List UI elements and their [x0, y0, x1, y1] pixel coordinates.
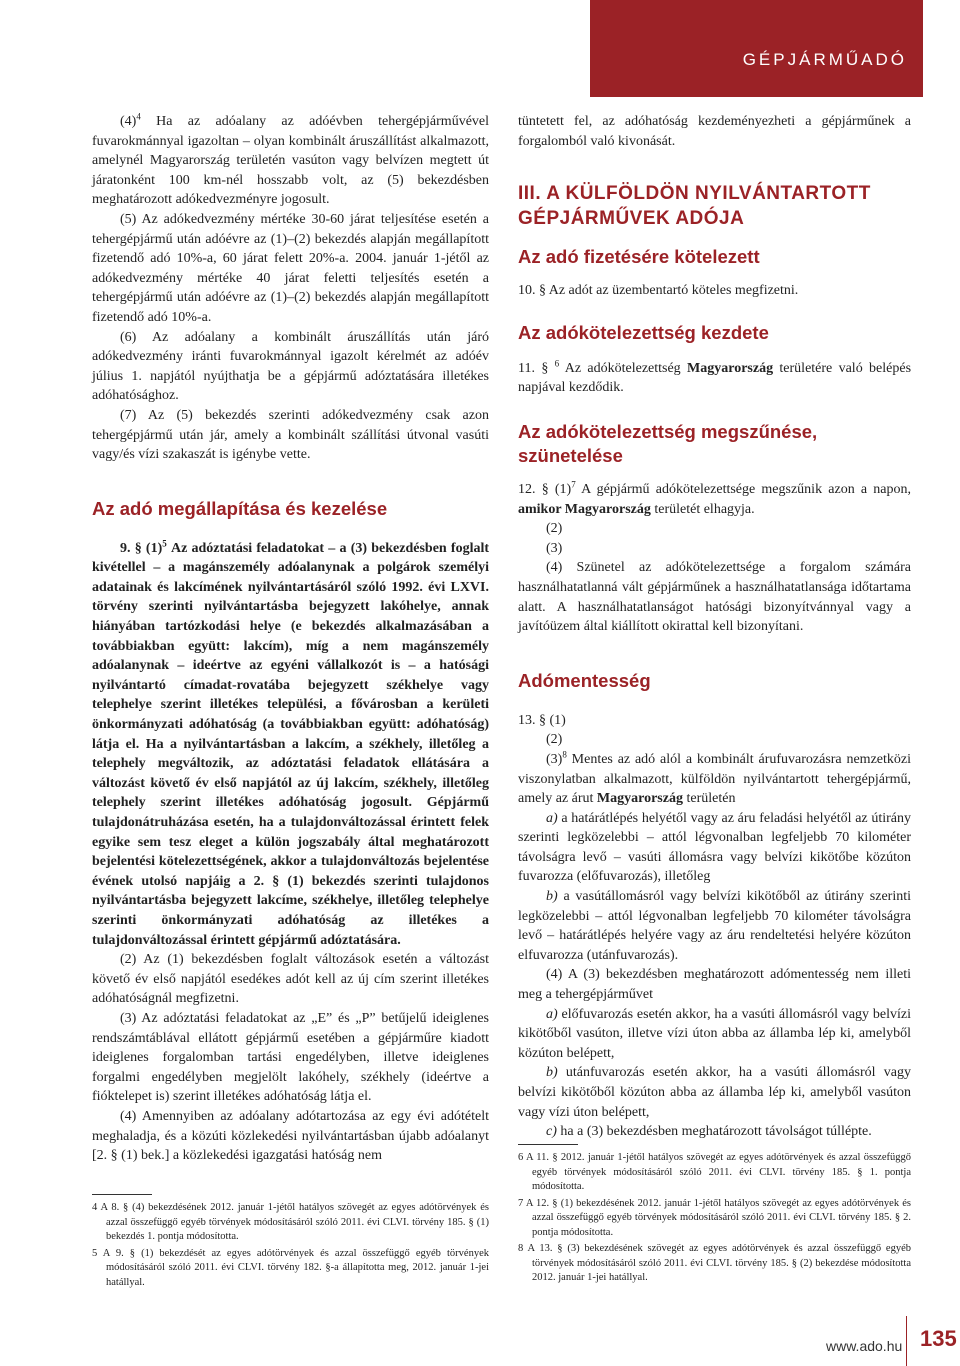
footnote-5: 5 A 9. § (1) bekezdését az egyes adótörvények és azzal összefüggő egyéb törvények módosításáról szóló 2011. évi CLVI. törvény 182. §-a állapította meg, 2012. január 1-jei hatállyal.	[92, 1247, 489, 1288]
section-9-paragraph-3: (3) Az adóztatási feladatokat az „E” és „P” betűjelű ideiglenes rendszámtáblával ellátott gépjármű esetében a gépjárműre kiadott ideiglenes forgalomban tartási engedélyben, illetve ideiglenes forgalmi engedélyben megjelölt lakóhely, székhely (ideértve a fióktelepet is) szerint illetékes adóhatóság látja el.	[92, 1010, 489, 1105]
footnote-7: 7 A 12. § (1) bekezdésének 2012. január 1-jétől hatályos szövegét az egyes adótörvények és azzal összefüggő egyéb törvények módosításáról szóló 2011. évi CLVI. törvény 185. § 2. pontja módosította.	[518, 1197, 911, 1238]
header-bar	[590, 0, 923, 97]
footnote-6: 6 A 11. § 2012. január 1-jétől hatályos szövegét az egyes adótörvények és azzal összefüggő egyéb törvények módosításáról szóló 2011. évi CLVI. törvény 185. § 1. pontja módosította.	[518, 1152, 911, 1192]
left-column	[92, 112, 489, 1166]
section-11: 11. § $^6$ Az adókötelezettség Magyarország területére való belépés napjával kezdődik.	[518, 358, 912, 396]
section-12-paragraph-1: 12. § $(1)^7$ A gépjármű adókötelezettsége megszűnik azon a napon, amikor Magyarország területét elhagyja.	[518, 479, 912, 517]
section-13-4-point-b: b) utánfuvarozás esetén akkor, ha a vasúti állomásról vagy belvízi kikötőből közúton abba az állambа lép ki, amelyből vasúton vagy vízi úton belépett,	[518, 1065, 911, 1120]
section-13-paragraph-1: 13. § (1)	[518, 712, 566, 728]
left-footnotes	[92, 1194, 489, 1292]
footnote-8: 8 A 13. § (3) bekezdésének szövegét az egyes adótörvények és azzal összefüggő egyéb törvények módosításáról szóló 2011. évi CLVI. törvény 185. § (2) bekezdése módosította 2012. január 1-jei hatállyal.	[518, 1243, 911, 1283]
paragraph-7: (7) Az (5) bekezdés szerinti adókedvezmény csak azon tehergépjármű után jár, amely a kombinált szállítási útvonal vasúti vagy/és vízi szakaszát is igénybe vette.	[92, 407, 489, 463]
right-column	[518, 112, 911, 1142]
page-number: 135	[920, 1326, 957, 1351]
section-13-paragraph-4: (4) A (3) bekezdésben meghatározott adómentesség nem illeti meg a tehergépjárművet	[518, 967, 911, 1003]
heading-fizetesre-kotelezett: Az adó fizetésére kötelezett	[518, 246, 760, 268]
heading-adomentesseg: Adómentesség	[518, 669, 651, 691]
section-9-paragraph-1: 9. § $(1)^5$ Az adóztatási feladatokat – a (3) bekezdésben foglalt kivétellel – a magánszemély adóalanynak a polgárok személyi adatainak és lakcímének nyilvántartásáról szóló 1992. évi LXVI. törvény szerinti nyilvántartásba bejegyzett lakóhelye, annak hiányában tartózkodási helye (e bekezdés alkalmazásában a továbbiakban együtt: lakcím), míg a nem magánszemély adóalanynak – ideértve az egyéni vállalkozót is – a hatósági nyilvántartó címadat-rovatába bejegyzett székhelye vagy telephelye szerint illetékes települési, a fővárosban a kerületi önkormányzati adóhatóság (a továbbiakban együtt: adóhatóság) látja el. Ha a nyilvántartásban a lakcím, a székhely, illetőleg a telephely megváltozik, az adóztatási feladatok ellátására a változást követő év első napjától az új lakcím, székhely, illetőleg telephely szerint illetékes adóhatóság jogosult. Gépjármű tulajdonátruházása esetén, ha a tulajdonváltozással érintett felek egyike sem tesz eleget a külön jogszabály által meghatározott bejelentési kötelezettségének, akkor a tulajdonváltozás bejelentése évének utolsó napjáig a 2. § (1) bekezdés szerinti tulajdonos nyilvántartásba bejegyzett lakcíme, székhelye, illetőleg telephelye szerinti önkormányzati adóhatóság az illetékes a tulajdonváltozással érintett gépjármű adóztatására.	[92, 538, 490, 948]
heading-kotelezettseg-megszunese: Az adókötelezettség megszűnése, szünetelése	[518, 420, 818, 466]
right-footnotes	[518, 1144, 911, 1288]
section-13-4-point-c: c) ha a (3) bekezdésben meghatározott távolságot túllépte.	[546, 1124, 872, 1140]
section-13-4-point-a: a) előfuvarozás esetén akkor, ha a vasúti állomásról vagy belvízi kikötőből vasúton, illetve vízi úton abba az állambа lép ki, amelyből közúton belépett,	[518, 1006, 911, 1061]
section-13-point-a: a) a határátlépés helyétől vagy az áru feladási helyétől az útirány szerinti legközelebbi – attól légvonalban legfeljebb 70 kilométer távolságra levő – vasúti állomásra vagy belvízi kikötőbe közúton fuvarozza (előfuvarozás), illetőleg	[518, 810, 911, 885]
footnote-ref-4: 4	[136, 111, 141, 122]
section-12-paragraph-2: (2)	[546, 521, 563, 537]
heading-kotelezettseg-kezdete: Az adókötelezettség kezdete	[518, 321, 769, 343]
section-13-paragraph-2: (2)	[546, 732, 563, 748]
heading-chapter-iii: III. A KÜLFÖLDÖN NYILVÁNTARTOTT GÉPJÁRMŰVEK ADÓJA	[518, 183, 871, 230]
continuation-paragraph: tüntetett fel, az adóhatóság kezdeményezheti a gépjárműnek a forgalomból való kivonását.	[518, 114, 911, 149]
paragraph-6: (6) Az adóalany a kombinált áruszállítás után járó adókedvezmény iránti fuvarokmánnyal igazolt kérelmét az adóév július 1. napjától nyújthatja be a gépjármű adóztatására illetékes adóhatósághoz.	[92, 329, 489, 404]
section-12-paragraph-3: (3)	[546, 540, 563, 556]
paragraph-4: $(4)^4$ Ha az adóalany az adóévben tehergépjárművével fuvarokmánnyal igazoltan – olyan kombinált áruszállítást alkalmazott, amelynél Magyarország területén vasúton vagy belvízen megtett út járatonként 100 km-nél hosszabb volt, az (5) bekezdésben meghatározott adókedvezményre jogosult.	[92, 111, 490, 208]
paragraph-5: (5) Az adókedvezmény mértéke 30-60 járat teljesítése esetén a tehergépjármű után adóévre az (1)–(2) bekezdés alapján megállapított fizetendő adó 10%-a, 60 járat felett 20%-a. 2004. január 1-jétől az adókedvezmény mértéke 40 járat feletti teljesítés esetén a tehergépjármű után adóévre az (1)–(2) bekezdés alapján megállapított fizetendő adó 10%-a.	[92, 211, 489, 325]
footer-url: www.ado.hu	[826, 1338, 903, 1354]
footnote-rule	[518, 1144, 578, 1145]
section-13-point-b: b) a vasútállomásról vagy belvízi kikötőből az útirány szerinti legközelebbi – attól légvonalban legfeljebb 70 kilométer távolságra levő – határátlépés helyére vagy az áru rendeltetési helyére közúton elfuvarozza (utánfuvarozás).	[518, 889, 911, 963]
section-9-paragraph-2: (2) Az (1) bekezdésben foglalt változások esetén a változást követő év első napjától esedékes adót kell az új cím szerint illetékes adóhatóságnál megfizetni.	[92, 952, 489, 1007]
section-10: 10. § Az adót az üzembentartó köteles megfizetni.	[518, 283, 799, 299]
section-9-paragraph-4: (4) Amennyiben az adóalany adótartozása az egy évi adótételt meghaladja, és a közúti közlekedési nyilvántartásban újabb adóalanyt [2. § (1) bek.] a közlekedési igazgatási hatóság nem	[92, 1108, 489, 1164]
section-13-paragraph-3: $(3)^8$ Mentes az adó alól a kombinált árufuvarozásra nemzetközi viszonylatban alkalmazott, külföldön nyilvántartott tehergépjármű, amely az árut Magyarország területén	[518, 749, 911, 807]
footnote-rule	[92, 1194, 152, 1195]
section-12-paragraph-4: (4) Szünetel az adókötelezettsége a forgalom számára használhatatlanná vált gépjárműnek a használhatatlansága időtartama alatt. A használhatatlanságot hatósági bizonyítvánnyal vagy a javítóüzem által kiállított okirattal kell bizonyítani.	[518, 560, 911, 635]
footnote-4: 4 A 8. § (4) bekezdésének 2012. január 1-jétől hatályos szövegét az egyes adótörvények és azzal összefüggő egyéb törvények módosításáról szóló 2011. évi CLVI. törvény 185. § (1) bekezdés 1. pontja módosította.	[92, 1202, 489, 1242]
running-header-title: GÉPJÁRMŰADÓ	[742, 50, 907, 69]
heading-adomegallapitasa: Az adó megállapítása és kezelése	[92, 497, 388, 519]
